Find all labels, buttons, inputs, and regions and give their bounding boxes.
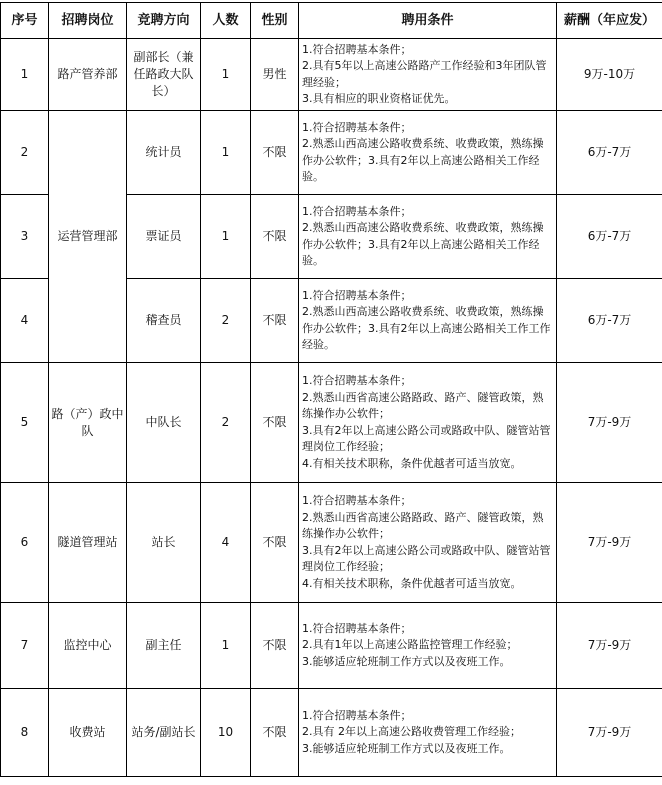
condition-line: 1.符合招聘基本条件； (302, 204, 412, 218)
conditions-cell (299, 689, 557, 777)
seq-cell: 1 (1, 39, 49, 111)
gender-cell: 不限 (251, 689, 299, 777)
condition-line: 2.熟悉山西高速公路收费系统、收费政策，熟练操作办公软件；3.具有2年以上高速公路相关工作经验。 (302, 137, 544, 183)
count-cell: 1 (201, 111, 251, 195)
condition-line: 4.有相关技术职称，条件优越者可适当放宽。 (302, 456, 522, 470)
condition-line: 3.能够适应轮班制工作方式以及夜班工作。 (302, 741, 511, 755)
table-row (1, 111, 662, 195)
direction-cell: 稽查员 (127, 279, 201, 363)
count-cell: 10 (201, 689, 251, 777)
count-cell: 4 (201, 483, 251, 603)
seq-cell: 6 (1, 483, 49, 603)
gender-cell: 不限 (251, 603, 299, 689)
gender-cell: 不限 (251, 363, 299, 483)
seq-cell: 7 (1, 603, 49, 689)
direction-cell: 副主任 (127, 603, 201, 689)
condition-line: 1.符合招聘基本条件； (302, 708, 412, 722)
table-row (1, 483, 662, 603)
condition-line: 3.具有相应的职业资格证优先。 (302, 92, 456, 105)
salary-cell: 6万-7万 (557, 111, 662, 195)
conditions-cell (299, 603, 557, 689)
conditions-cell (299, 363, 557, 483)
direction-cell: 统计员 (127, 111, 201, 195)
seq-cell: 2 (1, 111, 49, 195)
salary-cell: 7万-9万 (557, 483, 662, 603)
direction-cell: 票证员 (127, 195, 201, 279)
position-cell: 路（产）政中队 (49, 363, 127, 483)
position-cell: 隧道管理站 (49, 483, 127, 603)
condition-line: 1.符合招聘基本条件； (302, 42, 412, 56)
salary-cell: 6万-7万 (557, 279, 662, 363)
condition-line: 1.符合招聘基本条件； (302, 288, 412, 302)
condition-line: 2.熟悉山西高速公路收费系统、收费政策，熟练操作办公软件；3.具有2年以上高速公路相关工作工作经验。 (302, 305, 551, 351)
count-cell: 2 (201, 279, 251, 363)
table-row (1, 689, 662, 777)
seq-cell: 4 (1, 279, 49, 363)
gender-cell: 男性 (251, 39, 299, 111)
gender-cell: 不限 (251, 483, 299, 603)
count-cell: 2 (201, 363, 251, 483)
table-row (1, 363, 662, 483)
table-row (1, 603, 662, 689)
condition-line: 1.符合招聘基本条件； (302, 120, 412, 134)
condition-line: 3.具有2年以上高速公路公司或路政中队、隧管站管理岗位工作经验； (302, 543, 551, 573)
header-seq: 序号 (1, 3, 49, 39)
header-salary: 薪酬（年应发） (557, 3, 662, 39)
salary-cell: 7万-9万 (557, 363, 662, 483)
direction-cell: 中队长 (127, 363, 201, 483)
gender-cell: 不限 (251, 111, 299, 195)
header-gender: 性别 (251, 3, 299, 39)
salary-cell: 7万-9万 (557, 689, 662, 777)
count-cell: 1 (201, 603, 251, 689)
salary-cell: 9万-10万 (557, 39, 662, 111)
condition-line: 2.具有5年以上高速公路路产工作经验和3年团队管理经验； (302, 59, 547, 89)
condition-line: 1.符合招聘基本条件； (302, 621, 412, 635)
condition-line: 1.符合招聘基本条件； (302, 374, 412, 387)
header-count: 人数 (201, 3, 251, 39)
salary-cell: 6万-7万 (557, 195, 662, 279)
condition-line: 4.有相关技术职称，条件优越者可适当放宽。 (302, 576, 522, 590)
seq-cell: 3 (1, 195, 49, 279)
condition-line: 2.具有1年以上高速公路监控管理工作经验； (302, 638, 518, 652)
position-cell: 路产管养部 (49, 39, 127, 111)
header-position: 招聘岗位 (49, 3, 127, 39)
condition-line: 3.具有2年以上高速公路公司或路政中队、隧管站管理岗位工作经验； (302, 423, 551, 453)
direction-cell: 站务/副站长 (127, 689, 201, 777)
seq-cell: 5 (1, 363, 49, 483)
count-cell: 1 (201, 195, 251, 279)
header-conditions: 聘用条件 (299, 3, 557, 39)
conditions-cell (299, 483, 557, 603)
condition-line: 3.能够适应轮班制工作方式以及夜班工作。 (302, 654, 511, 668)
conditions-cell (299, 279, 557, 363)
table-row (1, 39, 662, 111)
condition-line: 1.符合招聘基本条件； (302, 494, 412, 507)
header-row (1, 3, 662, 39)
position-cell: 监控中心 (49, 603, 127, 689)
direction-cell: 副部长（兼任路政大队长） (127, 39, 201, 111)
conditions-cell (299, 195, 557, 279)
seq-cell: 8 (1, 689, 49, 777)
condition-line: 2.具有 2年以上高速公路收费管理工作经验； (302, 725, 521, 739)
conditions-cell (299, 39, 557, 111)
condition-line: 2.熟悉山西高速公路收费系统、收费政策，熟练操作办公软件；3.具有2年以上高速公路相关工作经验。 (302, 221, 544, 267)
header-direction: 竞聘方向 (127, 3, 201, 39)
salary-cell: 7万-9万 (557, 603, 662, 689)
gender-cell: 不限 (251, 279, 299, 363)
position-cell: 收费站 (49, 689, 127, 777)
conditions-cell (299, 111, 557, 195)
recruitment-table (0, 2, 662, 777)
direction-cell: 站长 (127, 483, 201, 603)
position-cell: 运营管理部 (49, 111, 127, 363)
condition-line: 2.熟悉山西省高速公路路政、路产、隧管政策，熟练操作办公软件； (302, 390, 544, 420)
count-cell: 1 (201, 39, 251, 111)
gender-cell: 不限 (251, 195, 299, 279)
condition-line: 2.熟悉山西省高速公路路政、路产、隧管政策，熟练操作办公软件； (302, 510, 544, 540)
